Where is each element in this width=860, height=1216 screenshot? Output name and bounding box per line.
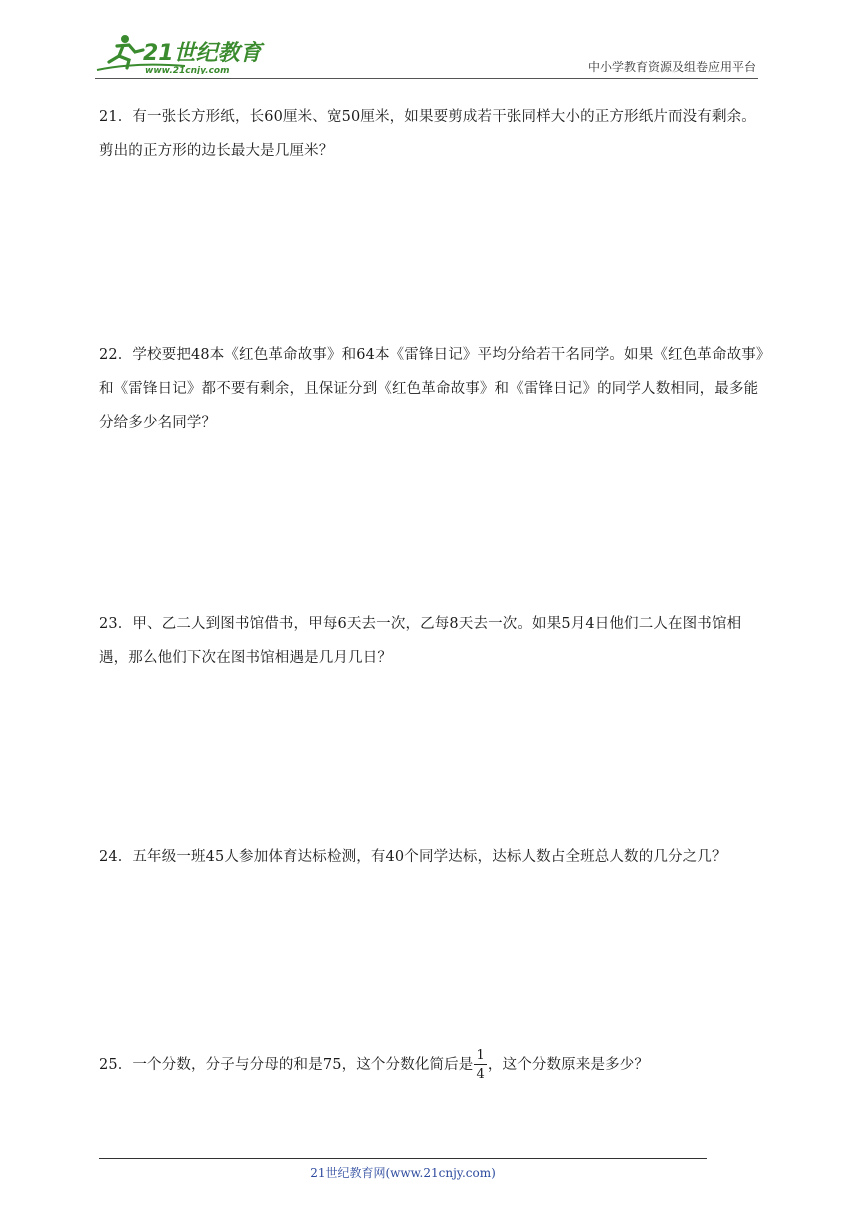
question-21 — [99, 100, 764, 168]
question-text-after: ，这个分数原来是多少？ — [487, 1057, 650, 1073]
question-text-before: 一个分数，分子与分母的和是75，这个分数化简后是 — [132, 1057, 474, 1073]
question-number: 22． — [99, 347, 133, 363]
question-text: 五年级一班45人参加体育达标检测，有40个同学达标，达标人数占全班总人数的几分之几？ — [132, 849, 727, 865]
svg-text:21世纪教育: 21世纪教育 — [143, 41, 262, 66]
svg-text:www.21cnjy.com: www.21cnjy.com — [145, 66, 230, 74]
question-text: 学校要把48本《红色革命故事》和64本《雷锋日记》平均分给若干名同学。如果《红色革命故事》和《雷锋日记》都不要有剩余，且保证分到《红色革命故事》和《雷锋日记》的同学人数相同，最多能分给多少名同学？ — [99, 347, 764, 431]
site-logo — [95, 32, 265, 74]
page-footer: 21世纪教育网(www.21cnjy.com) — [310, 1166, 496, 1180]
page-header — [95, 30, 758, 79]
question-number: 24． — [99, 849, 133, 865]
question-text: 有一张长方形纸，长60厘米、宽50厘米，如果要剪成若干张同样大小的正方形纸片而没有剩余。剪出的正方形的边长最大是几厘米？ — [99, 109, 756, 159]
question-25 — [99, 1048, 764, 1082]
question-number: 25． — [99, 1057, 133, 1073]
fraction — [474, 1049, 486, 1081]
question-number: 21． — [99, 109, 133, 125]
question-22 — [99, 338, 764, 440]
fraction-denominator: 4 — [476, 1067, 485, 1082]
question-number: 23． — [99, 616, 133, 632]
platform-name: 中小学教育资源及组卷应用平台 — [587, 60, 756, 74]
fraction-numerator: 1 — [476, 1048, 485, 1063]
question-text: 甲、乙二人到图书馆借书，甲每6天去一次，乙每8天去一次。如果5月4日他们二人在图书馆相遇，那么他们下次在图书馆相遇是几月几日？ — [99, 616, 742, 666]
question-24 — [99, 840, 764, 874]
question-23 — [99, 607, 764, 675]
footer-divider — [99, 1158, 707, 1159]
